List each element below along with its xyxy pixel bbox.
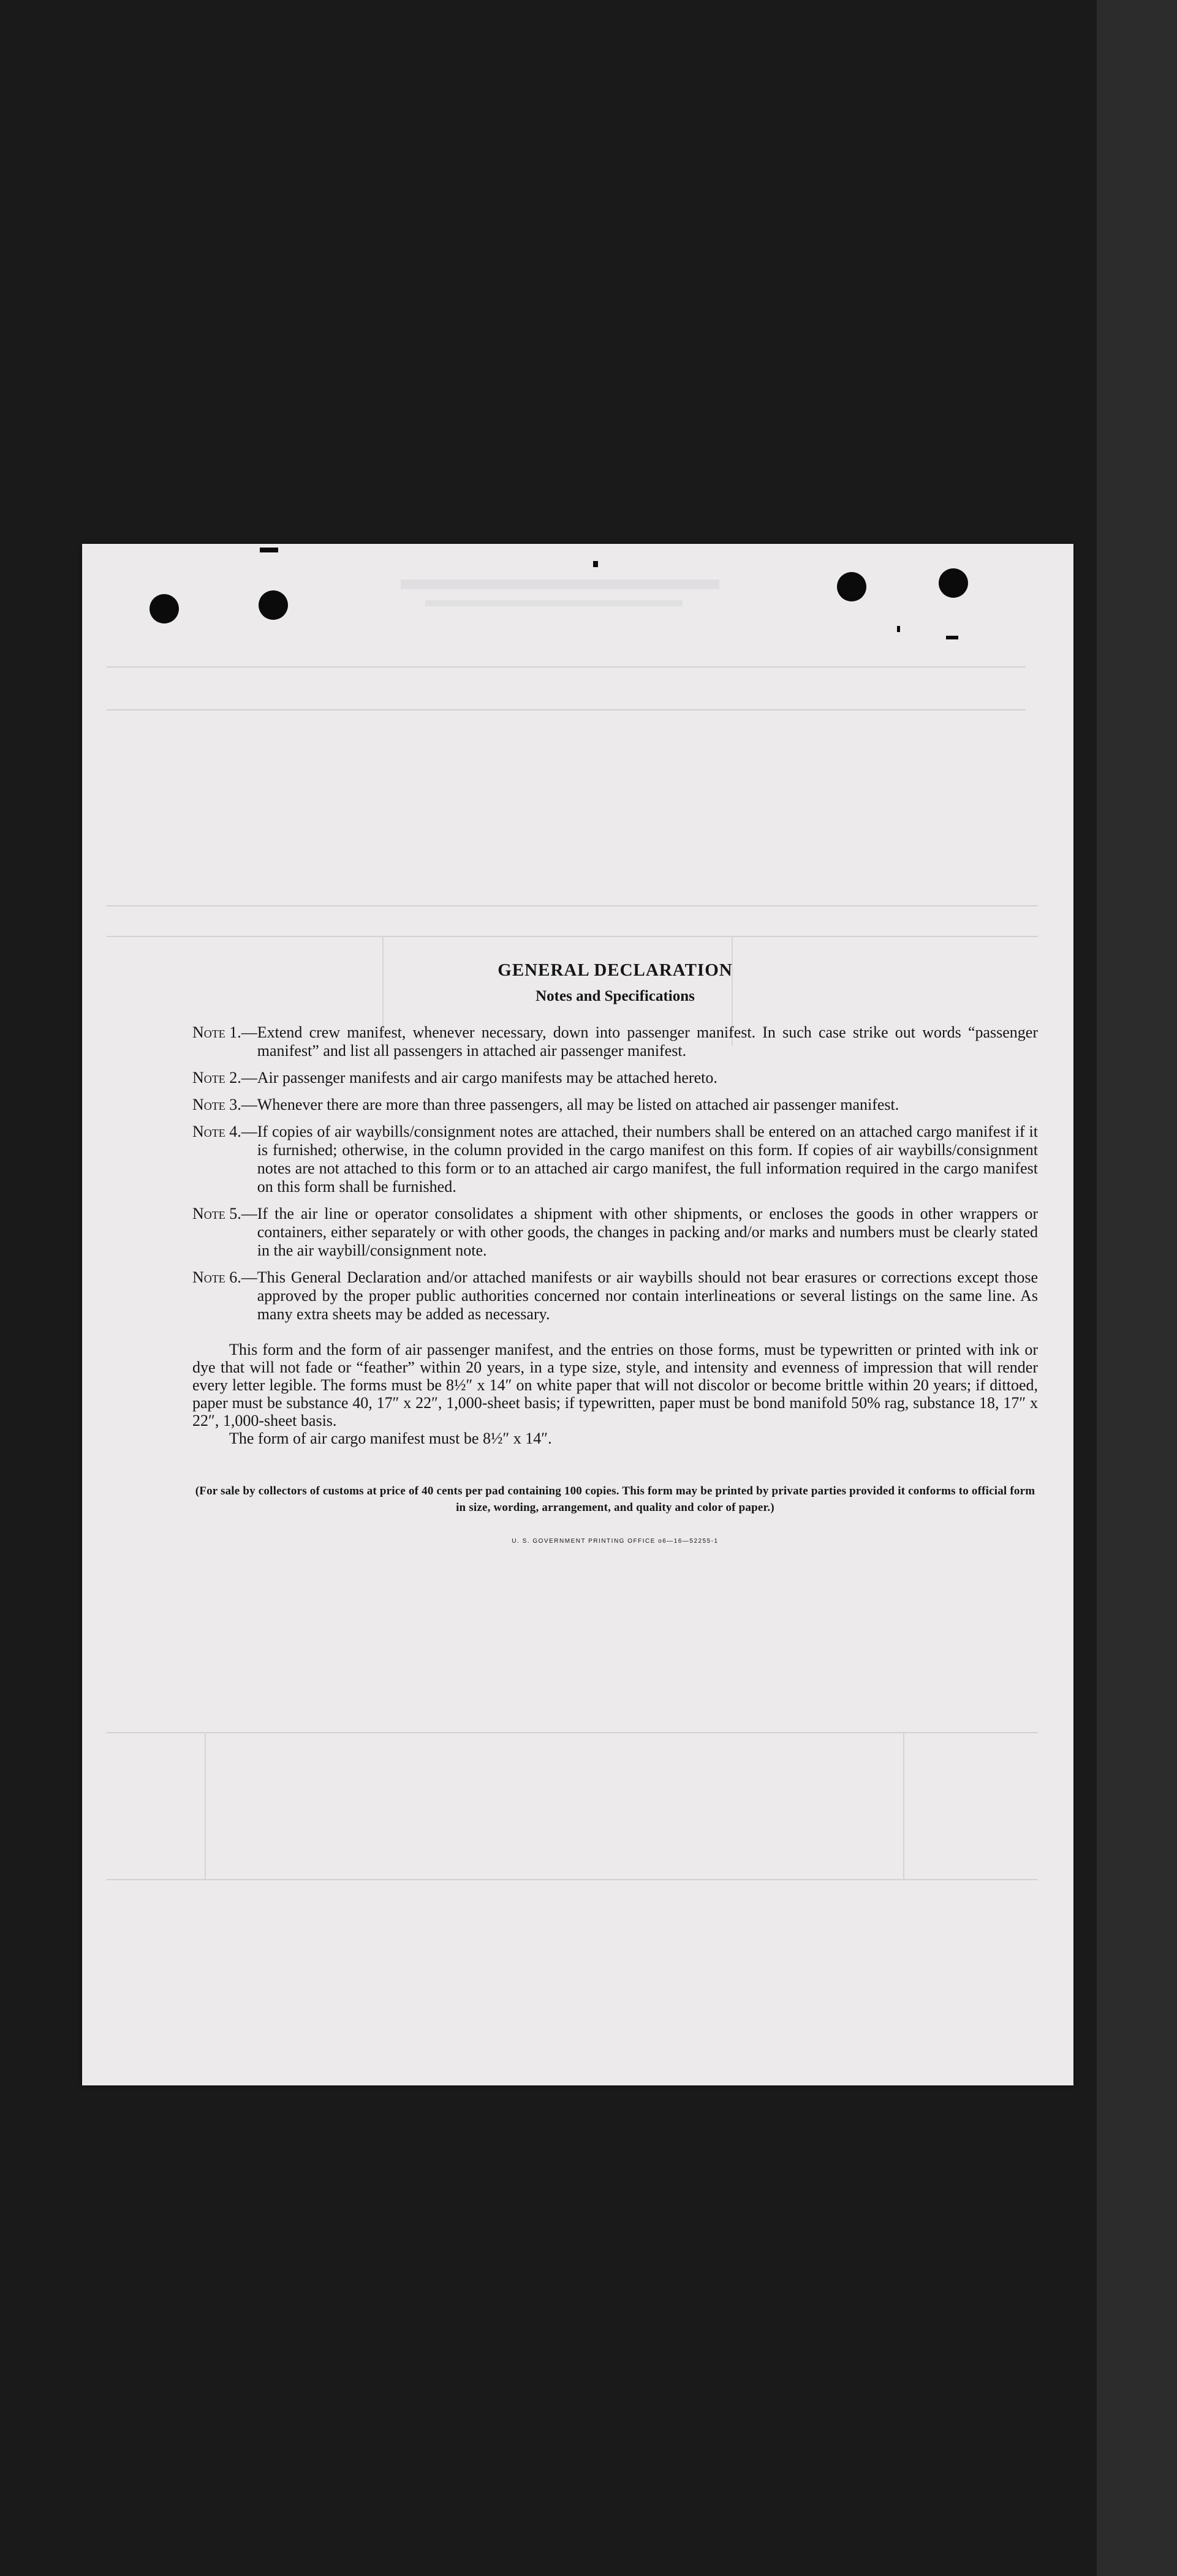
bleed-through-mark bbox=[107, 905, 1038, 906]
note-label: Note 5. bbox=[192, 1205, 241, 1222]
note-5: Note 5. — If the air line or operator consolidates a shipment with other shipments, or encloses the goods in other wrappers or containers, either separately or with other goods, the changes in packing and/or marks and numbers must be clearly stated in the air waybill/consignment note. bbox=[192, 1205, 1038, 1259]
scan-speck bbox=[897, 626, 900, 632]
punch-hole-icon bbox=[149, 594, 179, 623]
bleed-through-mark bbox=[205, 1732, 206, 1879]
note-text: Extend crew manifest, whenever necessary, down into passenger manifest. In such case strike out words “passenger manifest” and list all passengers in attached air passenger manifest. bbox=[257, 1023, 1038, 1060]
note-text: This General Declaration and/or attached manifests or air waybills should not bear erasures or corrections except those approved by the proper public authorities concerned nor contain interlineations or several listings on the same line. As many extra sheets may be added as necessary. bbox=[257, 1268, 1038, 1323]
scan-speck bbox=[260, 548, 278, 552]
scan-speck bbox=[593, 561, 598, 567]
document-title: GENERAL DECLARATION bbox=[498, 960, 733, 980]
punch-hole-icon bbox=[837, 572, 866, 601]
bleed-through-mark bbox=[401, 579, 719, 589]
punch-hole-icon bbox=[259, 590, 288, 620]
note-2: Note 2. — Air passenger manifests and air cargo manifests may be attached hereto. bbox=[192, 1069, 1038, 1087]
note-6: Note 6. — This General Declaration and/or attached manifests or air waybills should not bear erasures or corrections except those approved by the proper public authorities concerned nor contain interlineations or several listings on the same line. As many extra sheets may be added as necessary. bbox=[192, 1268, 1038, 1323]
cargo-manifest-size-paragraph: The form of air cargo manifest must be 8½″ x 14″. bbox=[229, 1429, 552, 1447]
note-4: Note 4. — If copies of air waybills/consignment notes are attached, their numbers shall be entered on an attached cargo manifest if it is furnished; otherwise, in the column provided in the cargo manifest on this form. If copies of air waybills/consignment notes are not attached to this form or to an attached air cargo manifest, the full information required in the cargo manifest on this form shall be furnished. bbox=[192, 1123, 1038, 1196]
note-3: Note 3. — Whenever there are more than three passengers, all may be listed on attached air passenger manifest. bbox=[192, 1096, 1038, 1114]
bleed-through-mark bbox=[107, 1732, 1038, 1733]
note-label: Note 6. bbox=[192, 1268, 241, 1286]
note-text: Whenever there are more than three passengers, all may be listed on attached air passenger manifest. bbox=[257, 1096, 899, 1113]
note-text: If the air line or operator consolidates a shipment with other shipments, or encloses the goods in other wrappers or containers, either separately or with other goods, the changes in packing and/or marks and numbers must be clearly stated in the air waybill/consignment note. bbox=[257, 1205, 1038, 1259]
bleed-through-mark bbox=[107, 709, 1026, 710]
declaration-notes bbox=[192, 960, 1038, 1545]
note-label: Note 3. bbox=[192, 1096, 241, 1113]
note-text: If copies of air waybills/consignment notes are attached, their numbers shall be entered on an attached cargo manifest if it is furnished; otherwise, in the column provided in the cargo manifest on this form. If copies of air waybills/consignment notes are not attached to this form or to an attached air cargo manifest, the full information required in the cargo manifest on this form shall be furnished. bbox=[257, 1123, 1038, 1196]
bleed-through-mark bbox=[107, 1879, 1038, 1880]
form-specification-paragraph: This form and the form of air passenger manifest, and the entries on those forms, must be typewritten or printed with ink or dye that will not fade or “feather” within 20 years, in a type size, style, and intensity and evenness of impression that will render every letter legible. The forms must be 8½″ x 14″ on white paper that will not discolor or become brittle within 20 years; if dittoed, paper must be substance 40, 17″ x 22″, 1,000-sheet basis; if typewritten, paper must be bond manifold 50% rag, substance 18, 17″ x 22″, 1,000-sheet basis. bbox=[192, 1341, 1038, 1429]
sale-note: (For sale by collectors of customs at price of 40 cents per pad containing 100 copies. This form may be printed by private parties provided it conforms to official form in size, wording, arrangement, and quality and color of paper.) bbox=[195, 1485, 1035, 1514]
document-subtitle: Notes and Specifications bbox=[536, 988, 695, 1004]
punch-hole-icon bbox=[939, 568, 968, 598]
bleed-through-mark bbox=[903, 1732, 904, 1879]
bleed-through-mark bbox=[107, 936, 1038, 937]
bleed-through-mark bbox=[425, 600, 683, 606]
scan-speck bbox=[946, 636, 958, 639]
printer-line: U. S. GOVERNMENT PRINTING OFFICE o6—16—52255-1 bbox=[512, 1538, 719, 1545]
note-label: Note 2. bbox=[192, 1069, 241, 1087]
note-1: Note 1. — Extend crew manifest, whenever necessary, down into passenger manifest. In such case strike out words “passenger manifest” and list all passengers in attached air passenger manifest. bbox=[192, 1023, 1038, 1060]
note-label: Note 4. bbox=[192, 1123, 241, 1140]
document-page bbox=[82, 544, 1073, 2085]
note-text: Air passenger manifests and air cargo manifests may be attached hereto. bbox=[257, 1069, 717, 1087]
scanner-background-edge bbox=[1097, 0, 1177, 2576]
bleed-through-mark bbox=[107, 666, 1026, 668]
note-label: Note 1. bbox=[192, 1023, 241, 1041]
